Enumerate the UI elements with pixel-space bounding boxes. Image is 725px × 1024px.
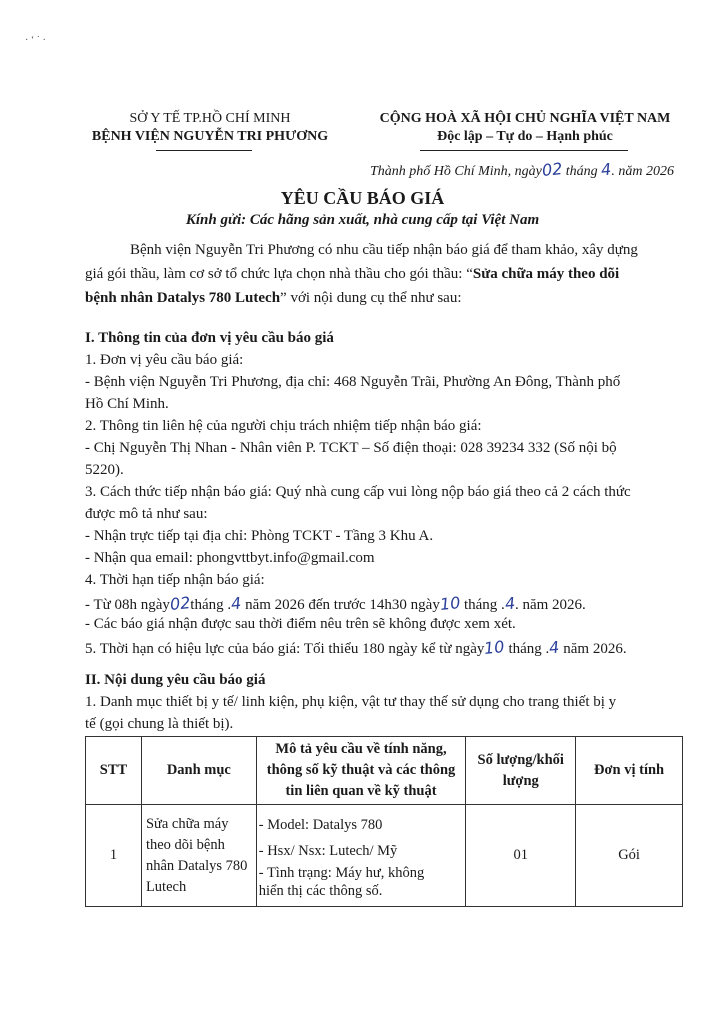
item-line-1: Sửa chữa máy bbox=[145, 815, 229, 832]
desc-line-3: - Tình trạng: Máy hư, không bbox=[258, 864, 425, 881]
cell-item bbox=[141, 805, 256, 907]
item-line-4: Lutech bbox=[145, 878, 187, 895]
p4a-text-3: năm 2026 đến trước 14h30 ngày bbox=[241, 597, 440, 613]
handwritten-month: 4 bbox=[600, 159, 613, 180]
s1-p2b: 5220). bbox=[85, 462, 124, 478]
s1-p3c: - Nhận trực tiếp tại địa chỉ: Phòng TCKT - Tầng 3 Khu A. bbox=[85, 528, 434, 544]
desc-header-line-2: thông số kỹ thuật và các thông bbox=[266, 762, 456, 778]
date-line bbox=[370, 160, 674, 180]
handwritten-day: 02 bbox=[540, 158, 564, 181]
intro-line-1: Bệnh viện Nguyễn Tri Phương có nhu cầu tiếp nhận báo giá để tham khảo, xây dựng bbox=[130, 242, 638, 258]
cell-desc bbox=[256, 805, 466, 907]
national-title: CỘNG HOÀ XÃ HỘI CHỦ NGHĨA VIỆT NAM bbox=[379, 111, 671, 126]
hospital-name: BỆNH VIỆN NGUYỄN TRI PHƯƠNG bbox=[91, 129, 329, 144]
col-header-desc bbox=[256, 737, 466, 805]
s1-p2a: - Chị Nguyễn Thị Nhan - Nhân viên P. TCKT – Số điện thoại: 028 39234 332 (Số nội bộ bbox=[85, 440, 617, 456]
s1-p4b: - Các báo giá nhận được sau thời điểm nêu trên sẽ không được xem xét. bbox=[85, 616, 516, 632]
s1-p1a: - Bệnh viện Nguyễn Tri Phương, địa chỉ: 468 Nguyễn Trãi, Phường An Đông, Thành phố bbox=[85, 374, 621, 390]
handwritten-end-day: 10 bbox=[438, 592, 462, 615]
handwritten-valid-month: 4 bbox=[548, 637, 561, 658]
s1-p1b: Hồ Chí Minh. bbox=[85, 396, 169, 412]
s1-p2: 2. Thông tin liên hệ của người chịu trách nhiệm tiếp nhận báo giá: bbox=[85, 418, 482, 434]
s1-p3a: 3. Cách thức tiếp nhận báo giá: Quý nhà cung cấp vui lòng nộp báo giá theo cả 2 cách thức bbox=[85, 484, 631, 500]
package-name-part1: Sửa chữa máy theo dõi bbox=[472, 266, 620, 282]
qty-header-line-1: Số lượng/khối bbox=[477, 751, 564, 768]
p4a-text-5: . năm 2026. bbox=[514, 597, 586, 613]
scan-specks: · ‘ ˙ · bbox=[25, 35, 46, 46]
qty-header-line-2: lượng bbox=[502, 772, 539, 789]
cell-qty: 01 bbox=[466, 805, 576, 907]
desc-line-1: - Model: Datalys 780 bbox=[258, 816, 383, 833]
p5-text-2: tháng . bbox=[504, 641, 550, 657]
s1-p4: 4. Thời hạn tiếp nhận báo giá: bbox=[85, 572, 265, 588]
handwritten-end-month: 4 bbox=[503, 593, 516, 614]
section-1-heading: I. Thông tin của đơn vị yêu cầu báo giá bbox=[85, 330, 334, 346]
table-header-row bbox=[86, 737, 683, 805]
s1-p1: 1. Đơn vị yêu cầu báo giá: bbox=[85, 352, 244, 368]
col-header-qty bbox=[466, 737, 576, 805]
p4a-text-2: tháng . bbox=[190, 597, 232, 613]
package-name-part2: bệnh nhân Datalys 780 Lutech bbox=[85, 290, 281, 306]
col-header-stt: STT bbox=[86, 737, 142, 805]
intro-text: giá gói thầu, làm cơ sở tổ chức lựa chọn nhà thầu cho gói thầu: “ bbox=[85, 266, 473, 282]
p4a-text-4: tháng . bbox=[460, 597, 505, 613]
cell-stt: 1 bbox=[86, 805, 142, 907]
item-line-2: theo dõi bệnh bbox=[145, 836, 225, 853]
p4a-text-1: - Từ 08h ngày bbox=[85, 597, 170, 613]
desc-header-line-3: tin liên quan về kỹ thuật bbox=[285, 783, 437, 799]
s1-p3d: - Nhận qua email: phongvttbyt.info@gmail.com bbox=[85, 550, 375, 566]
col-header-item: Danh mục bbox=[141, 737, 256, 805]
device-table bbox=[85, 736, 683, 907]
col-header-unit: Đơn vị tính bbox=[576, 737, 683, 805]
document-title: YÊU CẦU BÁO GIÁ bbox=[280, 188, 445, 208]
p5-text-3: năm 2026. bbox=[559, 641, 627, 657]
desc-line-4: hiển thị các thông số. bbox=[258, 882, 383, 899]
document-subtitle: Kính gửi: Các hãng sản xuất, nhà cung cấp tại Việt Nam bbox=[185, 212, 540, 228]
table-row bbox=[86, 805, 683, 907]
date-middle: tháng bbox=[565, 164, 598, 179]
header-right-underline bbox=[420, 150, 628, 151]
handwritten-start-month: 4 bbox=[230, 593, 243, 614]
intro-line-2 bbox=[85, 266, 619, 283]
date-suffix: . năm 2026 bbox=[611, 164, 674, 179]
s1-p5 bbox=[85, 638, 627, 658]
handwritten-start-day: 02 bbox=[169, 592, 192, 615]
p5-text-1: 5. Thời hạn có hiệu lực của báo giá: Tối thiểu 180 ngày kể từ ngày bbox=[85, 641, 485, 657]
intro-tail: ” với nội dung cụ thể như sau: bbox=[280, 290, 462, 306]
cell-unit: Gói bbox=[576, 805, 683, 907]
desc-line-2: - Hsx/ Nsx: Lutech/ Mỹ bbox=[258, 842, 398, 859]
date-prefix: Thành phố Hồ Chí Minh, ngày bbox=[370, 164, 542, 179]
national-motto: Độc lập – Tự do – Hạnh phúc bbox=[437, 129, 613, 144]
intro-line-3 bbox=[85, 290, 462, 307]
desc-header-line-1: Mô tả yêu cầu về tính năng, bbox=[275, 741, 447, 757]
section-2-heading: II. Nội dung yêu cầu báo giá bbox=[85, 672, 266, 688]
item-line-3: nhân Datalys 780 bbox=[145, 857, 248, 874]
department-name: SỞ Y TẾ TP.HỒ CHÍ MINH bbox=[129, 111, 291, 126]
handwritten-valid-day: 10 bbox=[483, 636, 506, 659]
s1-p3b: được mô tả như sau: bbox=[85, 506, 208, 522]
s1-p4a bbox=[85, 594, 586, 614]
s2-p1b: tế (gọi chung là thiết bị). bbox=[85, 716, 234, 732]
s2-p1a: 1. Danh mục thiết bị y tế/ linh kiện, phụ kiện, vật tư thay thế sử dụng cho trang thiết bị y bbox=[85, 694, 617, 710]
header-left-underline bbox=[156, 150, 252, 151]
